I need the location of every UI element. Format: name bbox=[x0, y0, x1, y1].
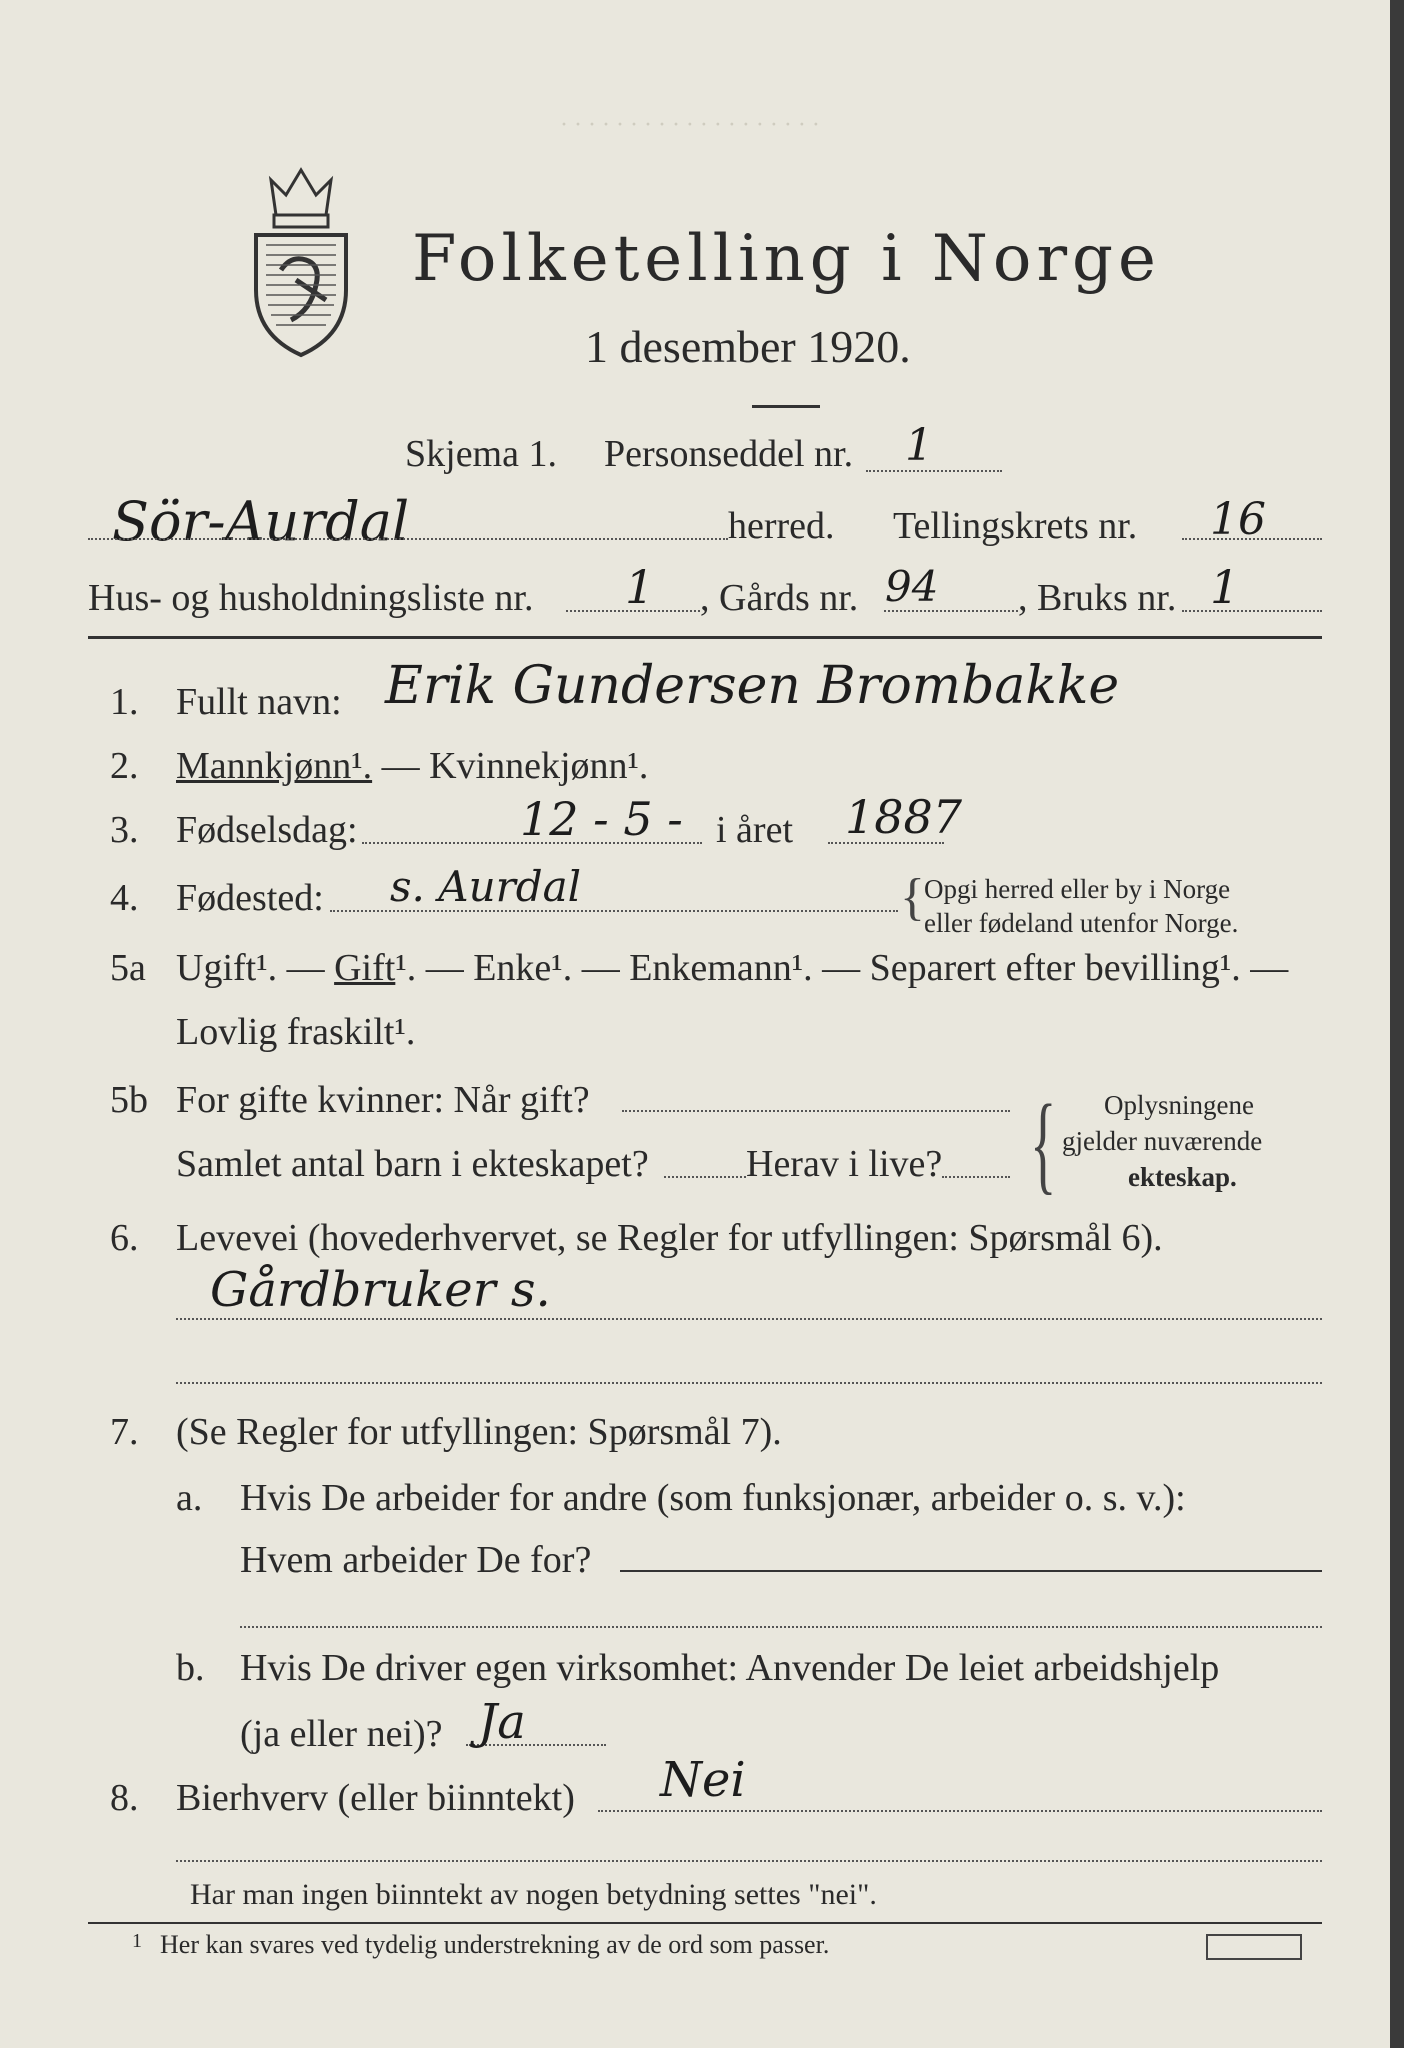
census-date: 1 desember 1920. bbox=[585, 321, 911, 372]
q7a-label: Hvis De arbeider for andre (som funksjonær, arbeider o. s. v.): bbox=[240, 1477, 1186, 1519]
q6-number: 6. bbox=[110, 1217, 139, 1259]
side-income-value: Nei bbox=[660, 1752, 746, 1808]
q4-brace: { bbox=[900, 869, 925, 926]
hus-value: 1 bbox=[625, 560, 655, 614]
side-income-line bbox=[598, 1810, 1322, 1812]
tellingskrets-label: Tellingskrets nr. bbox=[893, 505, 1138, 547]
q7b-yesno-label: (ja eller nei)? bbox=[240, 1713, 443, 1755]
q6-label: Levevei (hovederhvervet, se Regler for utfyllingen: Spørsmål 6). bbox=[176, 1217, 1163, 1259]
q7a-number: a. bbox=[176, 1477, 203, 1519]
q5b-brace: { bbox=[1030, 1082, 1057, 1204]
herred-label: herred. bbox=[728, 505, 835, 547]
q7b-label: Hvis De driver egen virksomhet: Anvender De leiet arbeidshjelp bbox=[240, 1647, 1220, 1689]
gards-value: 94 bbox=[885, 562, 939, 611]
female-option: Kvinnekjønn¹. bbox=[429, 745, 649, 787]
q5a-number: 5a bbox=[110, 947, 146, 989]
personseddel-label: Personseddel nr. bbox=[604, 433, 854, 475]
bleed-through-text: · · · · · · · · · · · · · · · · · · · bbox=[560, 112, 820, 138]
title-divider bbox=[752, 405, 820, 408]
q4-number: 4. bbox=[110, 877, 139, 919]
form-title: Folketelling i Norge bbox=[412, 222, 1161, 296]
marriage-date-line bbox=[622, 1110, 1010, 1112]
q2-separator: — bbox=[372, 745, 430, 787]
q8-label: Bierhverv (eller biinntekt) bbox=[176, 1777, 575, 1819]
q4-note-2: eller fødeland utenfor Norge. bbox=[924, 908, 1239, 938]
tellingskrets-value: 16 bbox=[1210, 494, 1266, 545]
bruks-line bbox=[1182, 610, 1322, 612]
q2-number: 2. bbox=[110, 745, 139, 787]
birthdate-value: 12 - 5 - bbox=[520, 792, 683, 846]
male-option-underlined: Mannkjønn¹. bbox=[176, 745, 373, 787]
q1-label: Fullt navn: bbox=[176, 681, 342, 723]
q5a-other-options: ¹. — Enke¹. — Enkemann¹. — Separert efter bevilling¹. — bbox=[395, 947, 1289, 989]
herred-value: Sör-Aurdal bbox=[112, 490, 410, 553]
q8-number: 8. bbox=[110, 1777, 139, 1819]
personseddel-line bbox=[866, 470, 1002, 472]
q5a-options bbox=[176, 946, 1288, 990]
footer-note: Har man ingen biinntekt av nogen betydning settes "nei". bbox=[190, 1878, 877, 1911]
employer-line bbox=[620, 1570, 1322, 1572]
side-income-line-2 bbox=[176, 1860, 1322, 1862]
q7b-number: b. bbox=[176, 1647, 205, 1689]
q4-note-1: Opgi herred eller by i Norge bbox=[924, 874, 1231, 904]
bruks-value: 1 bbox=[1210, 560, 1240, 614]
children-line bbox=[664, 1176, 746, 1178]
birthplace-value: s. Aurdal bbox=[390, 862, 582, 911]
personseddel-value: 1 bbox=[905, 420, 933, 471]
occupation-value: Gårdbruker s. bbox=[210, 1262, 551, 1318]
q5b-number: 5b bbox=[110, 1079, 148, 1121]
q3-year-label: i året bbox=[716, 809, 794, 851]
full-name-value: Erik Gundersen Brombakke bbox=[385, 656, 1120, 716]
birthyear-value: 1887 bbox=[845, 790, 963, 844]
norwegian-coat-of-arms-icon bbox=[246, 160, 356, 360]
hired-help-value: Ja bbox=[478, 1694, 526, 1750]
alive-line bbox=[942, 1176, 1010, 1178]
printer-mark bbox=[1206, 1934, 1302, 1960]
occupation-line-2 bbox=[176, 1382, 1322, 1384]
q5b-note-1: Oplysningene bbox=[1104, 1090, 1254, 1120]
q5b-label: For gifte kvinner: Når gift? bbox=[176, 1079, 590, 1121]
q5b-children-label: Samlet antal barn i ekteskapet? bbox=[176, 1143, 649, 1185]
footnote-number: 1 bbox=[132, 1930, 142, 1952]
q5b-alive-label: Herav i live? bbox=[746, 1143, 943, 1185]
skjema-label: Skjema 1. bbox=[405, 433, 557, 475]
q2-options bbox=[176, 744, 648, 788]
footnote-text: Her kan svares ved tydelig understrekning av de ord som passer. bbox=[160, 1930, 830, 1959]
q7a-employer-label: Hvem arbeider De for? bbox=[240, 1539, 592, 1581]
q7-label: (Se Regler for utfyllingen: Spørsmål 7). bbox=[176, 1411, 782, 1453]
bruks-label: , Bruks nr. bbox=[1018, 577, 1177, 619]
q1-number: 1. bbox=[110, 681, 139, 723]
scan-edge bbox=[1390, 0, 1404, 2048]
q5a-line-2: Lovlig fraskilt¹. bbox=[176, 1011, 416, 1053]
q3-label: Fødselsdag: bbox=[176, 809, 358, 851]
q4-label: Fødested: bbox=[176, 877, 324, 919]
q5b-note-3: ekteskap. bbox=[1128, 1162, 1237, 1192]
q3-number: 3. bbox=[110, 809, 139, 851]
employer-line-2 bbox=[240, 1626, 1322, 1628]
herred-line bbox=[88, 538, 728, 540]
hus-label: Hus- og husholdningsliste nr. bbox=[88, 577, 534, 619]
gards-label: , Gårds nr. bbox=[700, 577, 859, 619]
footer-rule bbox=[88, 1922, 1322, 1924]
unmarried-option: Ugift¹. — bbox=[176, 947, 335, 989]
header-rule bbox=[88, 636, 1322, 639]
q7-number: 7. bbox=[110, 1411, 139, 1453]
q5b-note-2: gjelder nuværende bbox=[1062, 1126, 1263, 1156]
occupation-line-1 bbox=[176, 1318, 1322, 1320]
married-option-underlined: Gift bbox=[334, 947, 396, 989]
